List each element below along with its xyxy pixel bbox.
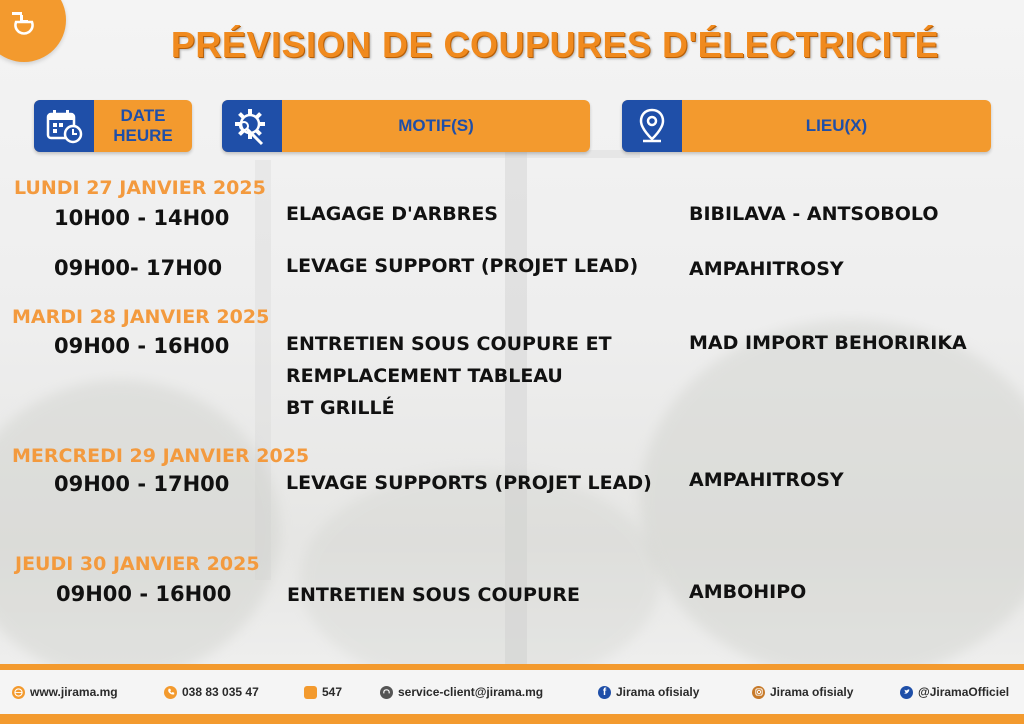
lieu-text: AMBOHIPO bbox=[689, 581, 807, 603]
lieu-text: MAD IMPORT BEHORIRIKA bbox=[689, 332, 967, 354]
time-slot: 10H00 - 14H00 bbox=[54, 206, 230, 230]
motif-text: ELAGAGE D'ARBRES bbox=[286, 203, 498, 225]
motif-text: ENTRETIEN SOUS COUPURE bbox=[287, 584, 581, 606]
time-slot: 09H00 - 16H00 bbox=[56, 582, 232, 606]
time-slot: 09H00 - 16H00 bbox=[54, 334, 230, 358]
footer-facebook[interactable] bbox=[598, 685, 699, 699]
header-date-label bbox=[94, 100, 192, 152]
footer-text: @JiramaOfficiel bbox=[918, 685, 1010, 699]
motif-text: LEVAGE SUPPORT (PROJET LEAD) bbox=[286, 255, 639, 277]
day-label: JEUDI 30 JANVIER 2025 bbox=[15, 553, 260, 575]
header-motif bbox=[222, 100, 590, 152]
gear-wrench-icon bbox=[222, 100, 282, 152]
time-slot: 09H00 - 17H00 bbox=[54, 472, 230, 496]
header-date-line1: DATE bbox=[120, 106, 166, 125]
footer-twitter[interactable] bbox=[900, 685, 1009, 699]
header-lieu bbox=[622, 100, 991, 152]
footer-website[interactable] bbox=[12, 685, 118, 699]
background-foliage bbox=[640, 320, 1024, 680]
footer-shortcode[interactable] bbox=[304, 685, 342, 699]
location-pin-icon bbox=[622, 100, 682, 152]
background-foliage bbox=[0, 380, 280, 680]
header-motif-label: MOTIF(S) bbox=[398, 116, 474, 135]
page-title: PRÉVISION DE COUPURES D'ÉLECTRICITÉ bbox=[170, 24, 940, 65]
calendar-clock-icon bbox=[34, 100, 94, 152]
footer-stripe bbox=[0, 714, 1024, 724]
footer-text: 547 bbox=[322, 685, 343, 699]
day-label: MARDI 28 JANVIER 2025 bbox=[12, 306, 270, 328]
motif-line: ENTRETIEN SOUS COUPURE ET bbox=[286, 333, 612, 355]
footer-text: www.jirama.mg bbox=[30, 685, 118, 699]
hand-icon bbox=[304, 686, 317, 699]
lieu-text: AMPAHITROSY bbox=[689, 469, 844, 491]
headset-icon bbox=[380, 686, 393, 699]
instagram-icon bbox=[752, 686, 765, 699]
day-label: LUNDI 27 JANVIER 2025 bbox=[14, 177, 266, 199]
day-label: MERCREDI 29 JANVIER 2025 bbox=[12, 445, 310, 467]
footer-text: service-client@jirama.mg bbox=[398, 685, 544, 699]
footer-text: Jirama ofisialy bbox=[770, 685, 854, 699]
footer-email[interactable] bbox=[380, 685, 543, 699]
time-slot: 09H00- 17H00 bbox=[54, 256, 223, 280]
footer-bar bbox=[0, 670, 1024, 714]
lieu-text: AMPAHITROSY bbox=[689, 258, 844, 280]
header-date-line2: HEURE bbox=[113, 126, 173, 145]
header-date bbox=[34, 100, 192, 152]
motif-line: REMPLACEMENT TABLEAU bbox=[286, 365, 563, 387]
lieu-text: BIBILAVA - ANTSOBOLO bbox=[689, 203, 939, 225]
footer-text: 038 83 035 47 bbox=[182, 685, 259, 699]
motif-text: LEVAGE SUPPORTS (PROJET LEAD) bbox=[286, 472, 652, 494]
motif-text bbox=[286, 328, 612, 424]
facebook-icon: f bbox=[598, 686, 611, 699]
header-lieu-label: LIEU(X) bbox=[805, 116, 868, 135]
twitter-icon bbox=[900, 686, 913, 699]
footer-phone[interactable] bbox=[164, 685, 259, 699]
motif-line: BT GRILLÉ bbox=[286, 397, 395, 419]
globe-icon bbox=[12, 686, 25, 699]
footer-text: Jirama ofisialy bbox=[616, 685, 700, 699]
phone-icon bbox=[164, 686, 177, 699]
footer-instagram[interactable] bbox=[752, 685, 853, 699]
